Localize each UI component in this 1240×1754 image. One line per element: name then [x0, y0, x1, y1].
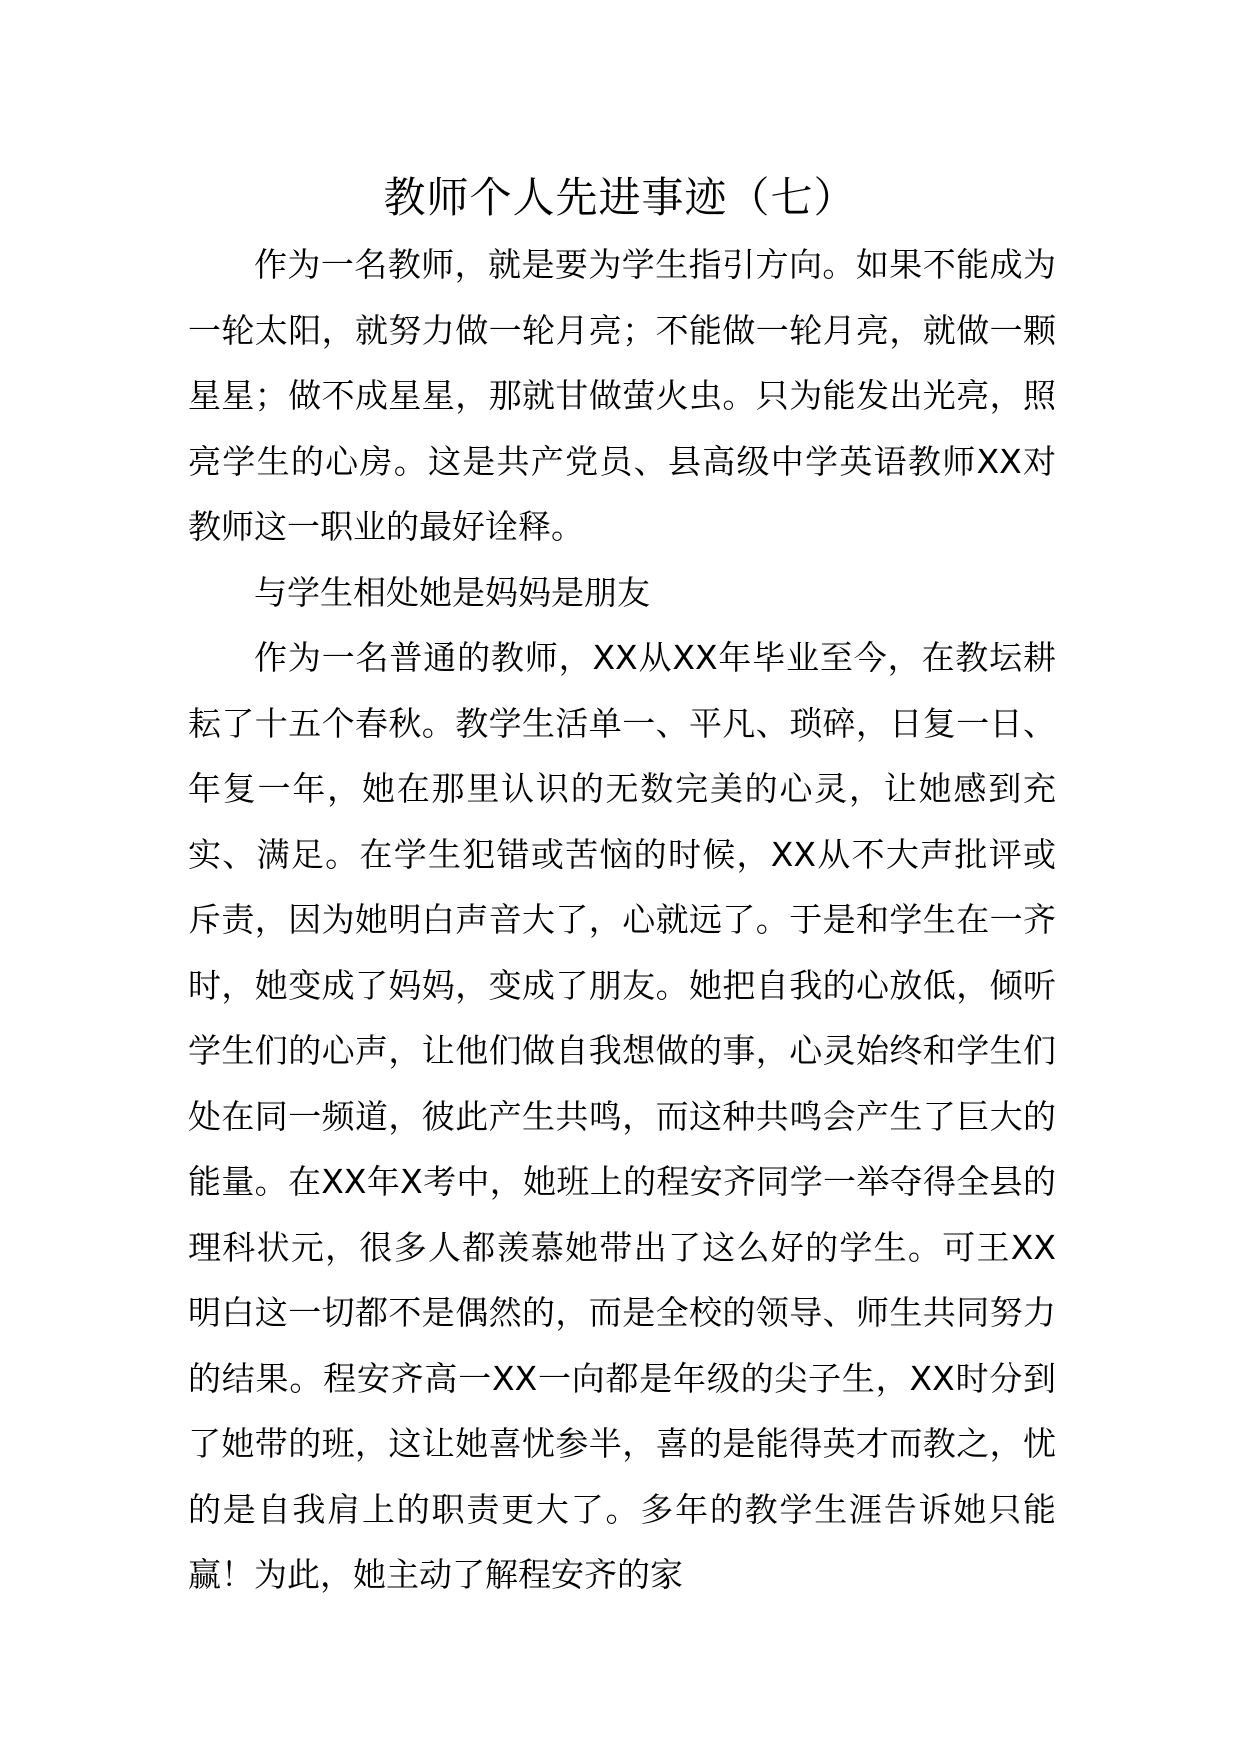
paragraph-main: 作为一名普通的教师，XX从XX年毕业至今，在教坛耕耘了十五个春秋。教学生活单一、平凡、琐碎，日复一日、年复一年，她在那里认识的无数完美的心灵，让她感到充实、满足。在学生犯错或苦恼的时候，XX从不大声批评或斥责，因为她明白声音大了，心就远了。于是和学生在一齐时，她变成了妈妈，变成了朋友。她把自我的心放低，倾听学生们的心声，让他们做自我想做的事，心灵始终和学生们处在同一频道，彼此产生共鸣，而这种共鸣会产生了巨大的能量。在XX年X考中，她班上的程安齐同学一举夺得全县的理科状元，很多人都羡慕她带出了这么好的学生。可王XX明白这一切都不是偶然的，而是全校的领导、师生共同努力的结果。程安齐高一XX一向都是年级的尖子生，XX时分到了她带的班，这让她喜忧参半，喜的是能得英才而教之，忧的是自我肩上的职责更大了。多年的教学生涯告诉她只能赢！为此，她主动了解程安齐的家 [188, 638, 1056, 1594]
paragraph-intro: 作为一名教师，就是要为学生指引方向。如果不能成为一轮太阳，就努力做一轮月亮；不能做一轮月亮，就做一颗星星；做不成星星，那就甘做萤火虫。只为能发出光亮，照亮学生的心房。这是共产党员、县高级中学英语教师XX对教师这一职业的最好诠释。 [188, 245, 1056, 546]
document-body [188, 232, 1056, 1608]
section-heading: 与学生相处她是妈妈是朋友 [254, 572, 650, 612]
document-title: 教师个人先进事迹（七） [383, 173, 857, 222]
